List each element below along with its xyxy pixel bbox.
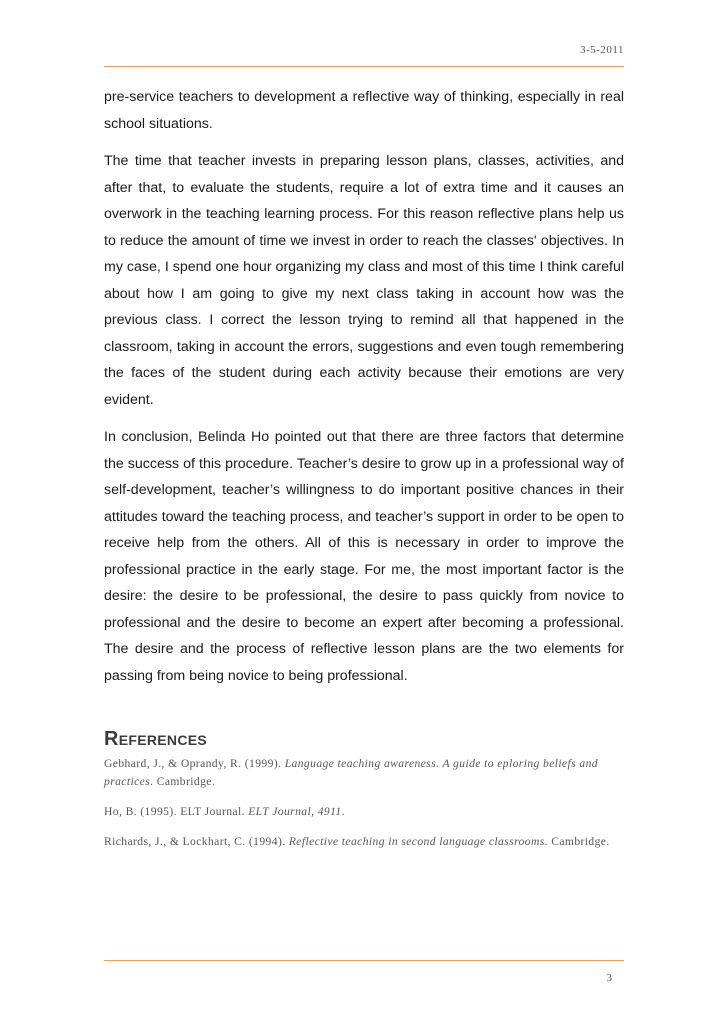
reference-title: Reflective teaching in second language classrooms xyxy=(288,835,545,848)
reference-item xyxy=(104,755,624,791)
reference-authors: Gebhard, J., & Oprandy, R. (1999). xyxy=(104,757,285,770)
reference-item xyxy=(104,833,624,851)
references-heading: References xyxy=(104,728,208,750)
reference-title: Language teaching awareness. A guide to eploring beliefs and practices xyxy=(104,757,598,788)
paragraph: pre-service teachers to development a reflective way of thinking, especially in real school situations. xyxy=(104,89,624,132)
reference-publisher: . Cambridge. xyxy=(150,775,216,788)
header-date: 3-5-2011 xyxy=(580,44,624,56)
reference-title: ELT Journal, 4911 xyxy=(248,805,342,818)
header-rule xyxy=(104,66,624,67)
page-number: 3 xyxy=(606,972,612,984)
paragraph: In conclusion, Belinda Ho pointed out that there are three factors that determine the success of this procedure. Teacher’s desire to grow up in a professional way of self-development, teacher’s willingness to do important positive chances in their attitudes toward the teaching process, and teacher’s support in order to be open to receive help from the others. All of this is necessary in order to improve the professional practice in the early stage. For me, the most important factor is the desire: the desire to be professional, the desire to pass quickly from novice to professional and the desire to become an expert after becoming a professional. The desire and the process of reflective lesson plans are the two elements for passing from being novice to being professional. xyxy=(104,429,624,684)
paragraph: The time that teacher invests in preparing lesson plans, classes, activities, and after that, to evaluate the students, require a lot of extra time and it causes an overwork in the teaching learning process. For this reason reflective plans help us to reduce the amount of time we invest in order to reach the classes' objectives. In my case, I spend one hour organizing my class and most of this time I think careful about how I am going to give my next class taking in account how was the previous class. I correct the lesson trying to remind all that happened in the classroom, taking in account the errors, suggestions and even tough remembering the faces of the student during each activity because their emotions are very evident. xyxy=(104,153,624,408)
footer-rule xyxy=(104,960,624,961)
reference-publisher: . xyxy=(341,805,345,818)
reference-publisher: . Cambridge. xyxy=(544,835,610,848)
references-section xyxy=(104,728,624,863)
reference-item xyxy=(104,803,624,821)
body-text xyxy=(104,84,624,700)
reference-authors: Ho, B. (1995). ELT Journal. xyxy=(104,805,249,818)
reference-authors: Richards, J., & Lockhart, C. (1994). xyxy=(104,835,289,848)
